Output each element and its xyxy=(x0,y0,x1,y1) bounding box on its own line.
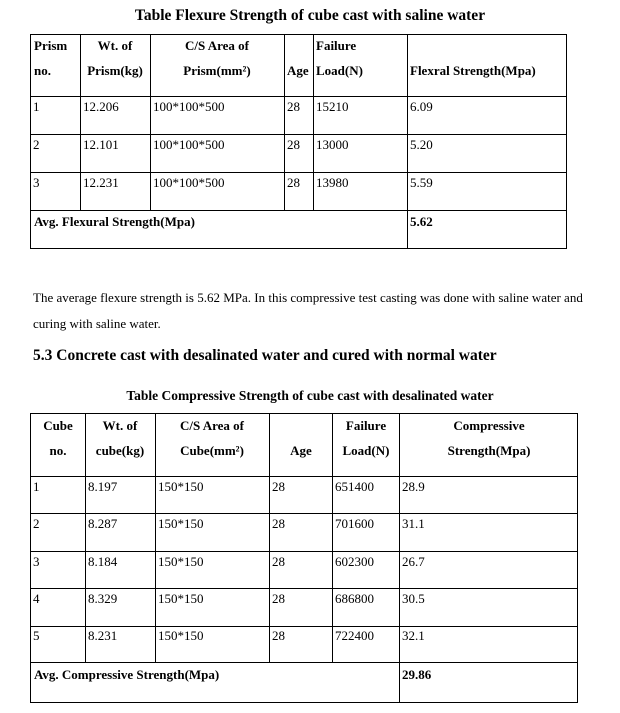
t2-cell-area: 150*150 xyxy=(158,628,204,643)
table-row xyxy=(33,516,425,531)
t1-h-wt-l2: Prism(kg) xyxy=(87,63,143,78)
t2-h-strength-l1: Compressive xyxy=(453,418,525,433)
t2-cell-load: 722400 xyxy=(335,628,374,643)
t2-cell-no: 3 xyxy=(33,554,40,569)
t2-h-load-l2: Load(N) xyxy=(342,443,390,458)
t2-avg-label: Avg. Compressive Strength(Mpa) xyxy=(34,667,220,682)
table1-title: Table Flexure Strength of cube cast with saline water xyxy=(134,7,486,24)
t1-cell-load: 15210 xyxy=(316,99,349,114)
t2-cell-strength: 31.1 xyxy=(402,516,425,531)
t2-cell-strength: 26.7 xyxy=(402,554,425,569)
t2-cell-age: 28 xyxy=(272,554,285,569)
t2-h-wt-l2: cube(kg) xyxy=(95,443,145,458)
t2-cell-no: 1 xyxy=(33,479,40,494)
t2-cell-load: 602300 xyxy=(335,554,374,569)
t1-cell-age: 28 xyxy=(287,175,300,190)
t1-cell-age: 28 xyxy=(287,137,300,152)
t1-h-wt-l1: Wt. of xyxy=(97,38,133,53)
t1-cell-strength: 5.59 xyxy=(410,175,433,190)
t1-cell-no: 3 xyxy=(33,175,40,190)
t2-cell-wt: 8.287 xyxy=(88,516,118,531)
t2-h-age: Age xyxy=(290,443,312,458)
t2-cell-area: 150*150 xyxy=(158,516,204,531)
t2-cell-no: 5 xyxy=(33,628,40,643)
table2 xyxy=(0,400,620,713)
t1-h-load-l1: Failure xyxy=(316,38,357,53)
t1-cell-strength: 5.20 xyxy=(410,137,433,152)
table-row xyxy=(33,628,425,643)
t2-h-load-l1: Failure xyxy=(345,418,387,433)
t1-h-no-l2: no. xyxy=(34,63,51,78)
body-paragraph: The average flexure strength is 5.62 MPa. In this compressive test casting was done with saline water and curing with saline water. xyxy=(33,290,583,331)
table2-title: Table Compressive Strength of cube cast with desalinated water xyxy=(126,388,494,403)
t2-cell-wt: 8.184 xyxy=(88,554,118,569)
t2-h-area-l2: Cube(mm²) xyxy=(180,443,244,458)
t2-cell-wt: 8.329 xyxy=(88,591,118,606)
table-row xyxy=(33,479,425,494)
t1-cell-strength: 6.09 xyxy=(410,99,433,114)
t1-cell-area: 100*100*500 xyxy=(153,99,225,114)
t1-h-age: Age xyxy=(287,63,309,78)
t2-h-strength-l2: Strength(Mpa) xyxy=(447,443,531,458)
t2-cell-no: 4 xyxy=(33,591,40,606)
t1-h-area-l1: C/S Area of xyxy=(184,38,250,53)
t2-cell-load: 686800 xyxy=(335,591,374,606)
t2-cell-strength: 28.9 xyxy=(402,479,425,494)
table-row xyxy=(33,175,433,190)
t1-cell-load: 13000 xyxy=(316,137,349,152)
table-row xyxy=(33,99,433,114)
table1 xyxy=(0,0,620,260)
t1-cell-wt: 12.206 xyxy=(83,99,119,114)
table-row xyxy=(33,591,425,606)
t2-cell-area: 150*150 xyxy=(158,554,204,569)
t2-cell-strength: 32.1 xyxy=(402,628,425,643)
t1-cell-no: 2 xyxy=(33,137,40,152)
t2-cell-wt: 8.231 xyxy=(88,628,118,643)
t2-h-no-l2: no. xyxy=(49,443,67,458)
t2-cell-strength: 30.5 xyxy=(402,591,425,606)
t1-h-area-l2: Prism(mm²) xyxy=(183,63,251,78)
t2-cell-age: 28 xyxy=(272,628,285,643)
t1-cell-no: 1 xyxy=(33,99,40,114)
t2-cell-area: 150*150 xyxy=(158,591,204,606)
table-row xyxy=(33,137,433,152)
t1-h-no-l1: Prism xyxy=(34,38,68,53)
t2-cell-age: 28 xyxy=(272,516,285,531)
t2-h-wt-l1: Wt. of xyxy=(102,418,138,433)
t2-cell-age: 28 xyxy=(272,479,285,494)
section-heading: 5.3 Concrete cast with desalinated water and cured with normal water xyxy=(33,347,497,364)
t1-avg-value: 5.62 xyxy=(410,214,433,229)
t2-cell-load: 701600 xyxy=(335,516,374,531)
t2-avg-value: 29.86 xyxy=(402,667,432,682)
t1-cell-wt: 12.101 xyxy=(83,137,119,152)
t2-cell-area: 150*150 xyxy=(158,479,204,494)
t1-cell-area: 100*100*500 xyxy=(153,137,225,152)
t2-cell-no: 2 xyxy=(33,516,40,531)
t1-avg-label: Avg. Flexural Strength(Mpa) xyxy=(34,214,195,229)
t2-h-no-l1: Cube xyxy=(43,418,73,433)
t1-cell-age: 28 xyxy=(287,99,300,114)
table-row xyxy=(33,554,425,569)
t1-h-load-l2: Load(N) xyxy=(316,63,363,78)
t2-cell-age: 28 xyxy=(272,591,285,606)
t2-cell-wt: 8.197 xyxy=(88,479,118,494)
t1-cell-area: 100*100*500 xyxy=(153,175,225,190)
t2-h-area-l1: C/S Area of xyxy=(179,418,245,433)
t1-cell-wt: 12.231 xyxy=(83,175,119,190)
t1-cell-load: 13980 xyxy=(316,175,349,190)
t1-h-strength: Flexral Strength(Mpa) xyxy=(410,63,536,78)
t2-cell-load: 651400 xyxy=(335,479,374,494)
